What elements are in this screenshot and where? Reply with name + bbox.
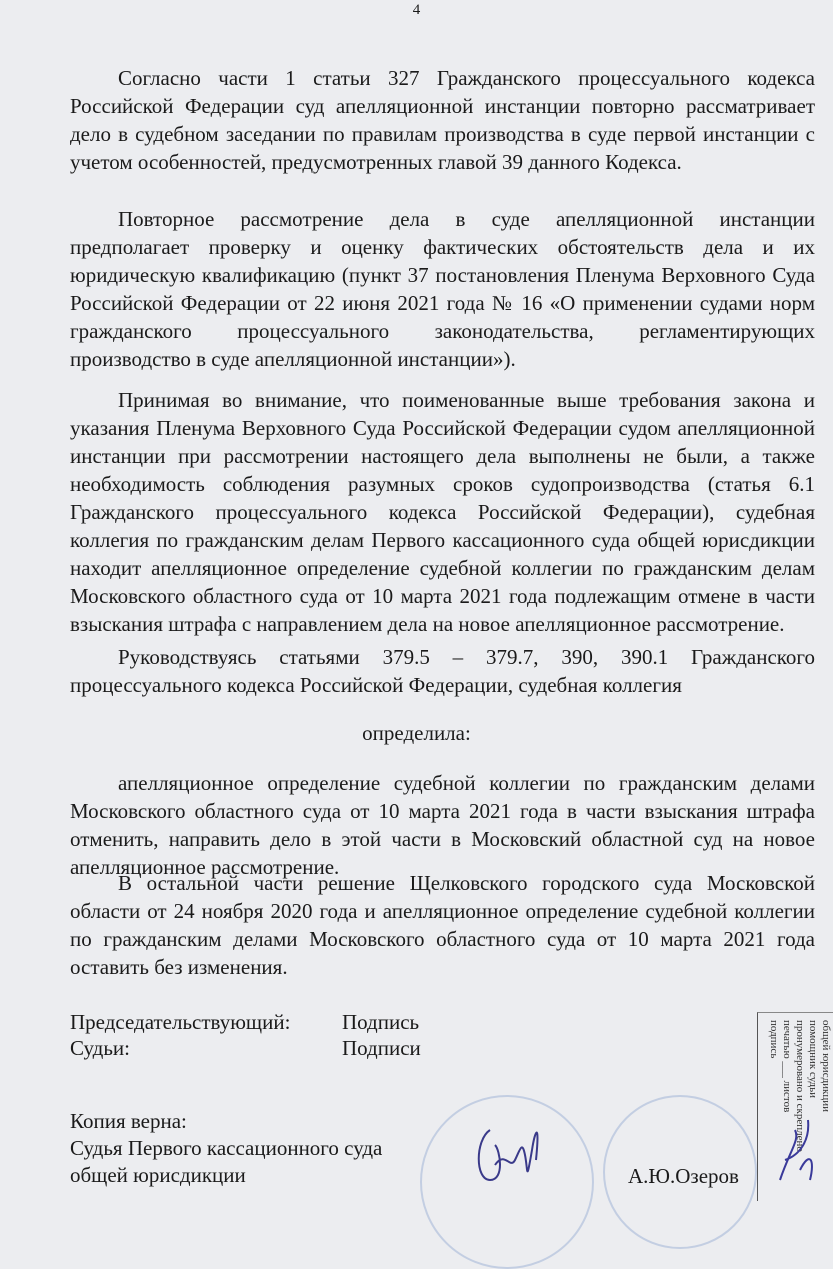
text-line: производство в суде апелляционной инстанции»). (70, 347, 516, 371)
stamp-text-line: подпись (768, 1020, 780, 1059)
para-appeal-review (70, 64, 815, 176)
text-line: оставить без изменения. (70, 955, 288, 979)
text-line: Российской Федерации суд апелляционной инстанции повторно рассматривает (70, 94, 815, 118)
text-line: Российской Федерации от 22 июня 2021 года № 16 «О применении судами норм (70, 291, 815, 315)
text-line: В остальной части решение Щелковского городского суда Московской (118, 871, 815, 895)
text-line: области от 24 ноября 2020 года и апелляционное определение судебной коллегии (70, 899, 815, 923)
text-line: коллегия по гражданским делам Первого кассационного суда общей юрисдикции (70, 528, 815, 552)
stamp-text-line: печатью ___ листов (781, 1020, 793, 1113)
text-line: Московского областного суда от 10 марта 2021 года в части взыскания штрафа (70, 799, 815, 823)
text-line: взыскания штрафа с направлением дела на новое апелляционное рассмотрение. (70, 612, 785, 636)
presiding-signature: Подпись (342, 1010, 420, 1034)
judges-signature: Подписи (342, 1036, 421, 1060)
text-line: находит апелляционное определение судебной коллегии по гражданским делам (70, 556, 815, 580)
para-guided-by (70, 643, 815, 699)
signer-name: А.Ю.Озеров (628, 1164, 739, 1188)
judges-row (70, 1034, 470, 1062)
text-line: отменить, направить дело в этой части в Московский областной суд на новое (70, 827, 815, 851)
text-line: апелляционное определение судебной коллегии по гражданским делами (118, 771, 815, 795)
para-ruling-cancel (70, 769, 815, 881)
text-line: необходимость соблюдения разумных сроков судопроизводства (статья 6.1 (70, 472, 815, 496)
text-line: по гражданским делами Московского областного суда от 10 марта 2021 года (70, 927, 815, 951)
presiding-row (70, 1008, 470, 1036)
text-line: Руководствуясь статьями 379.5 – 379.7, 390, 390.1 Гражданского (118, 645, 815, 669)
para-considering (70, 386, 815, 638)
text-line: гражданского процессуального законодательства, регламентирующих (70, 319, 815, 343)
decision-word: определила: (362, 721, 471, 745)
copy-true-label: Копия верна: (70, 1109, 187, 1133)
text-line: дело в судебном заседании по правилам производства в суде первой инстанции с (70, 122, 815, 146)
text-line: предполагает проверку и оценку фактических обстоятельств дела и их (70, 235, 815, 259)
text-line: Московского областного суда от 10 марта 2021 года подлежащим отмене в части (70, 584, 815, 608)
text-line: апелляционное рассмотрение. (70, 855, 340, 879)
text-line: Повторное рассмотрение дела в суде апелляционной инстанции (118, 207, 815, 231)
para-ruling-remain (70, 869, 815, 981)
presiding-label: Председательствующий: (70, 1010, 291, 1034)
page-number: 4 (412, 2, 421, 18)
text-line: Согласно части 1 статьи 327 Гражданского процессуального кодекса (118, 66, 815, 90)
text-line: Гражданского процессуального кодекса Российской Федерации), судебная (70, 500, 815, 524)
text-line: инстанции при рассмотрении настоящего дела выполнены не были, а также (70, 444, 815, 468)
copy-judge-title: Судья Первого кассационного суда (70, 1136, 383, 1160)
stamp-signature (770, 1110, 820, 1190)
copy-court-name: общей юрисдикции (70, 1163, 246, 1187)
stamp-text-line: помощник судьи (807, 1020, 819, 1099)
text-line: Принимая во внимание, что поименованные выше требования закона и (118, 388, 815, 412)
text-line: юридическую квалификацию (пункт 37 постановления Пленума Верховного Суда (70, 263, 815, 287)
text-line: учетом особенностей, предусмотренных главой 39 данного Кодекса. (70, 150, 682, 174)
para-repeated-review (70, 205, 815, 373)
handwritten-signature (470, 1110, 550, 1190)
text-line: указания Пленума Верховного Суда Российской Федерации судом апелляционной (70, 416, 815, 440)
stamp-text-line: общей юрисдикции (820, 1020, 832, 1113)
stamp-text-line: пронумеровано и скреплено (794, 1020, 806, 1152)
text-line: процессуального кодекса Российской Федерации, судебная коллегия (70, 673, 682, 697)
judges-label: Судьи: (70, 1036, 130, 1060)
